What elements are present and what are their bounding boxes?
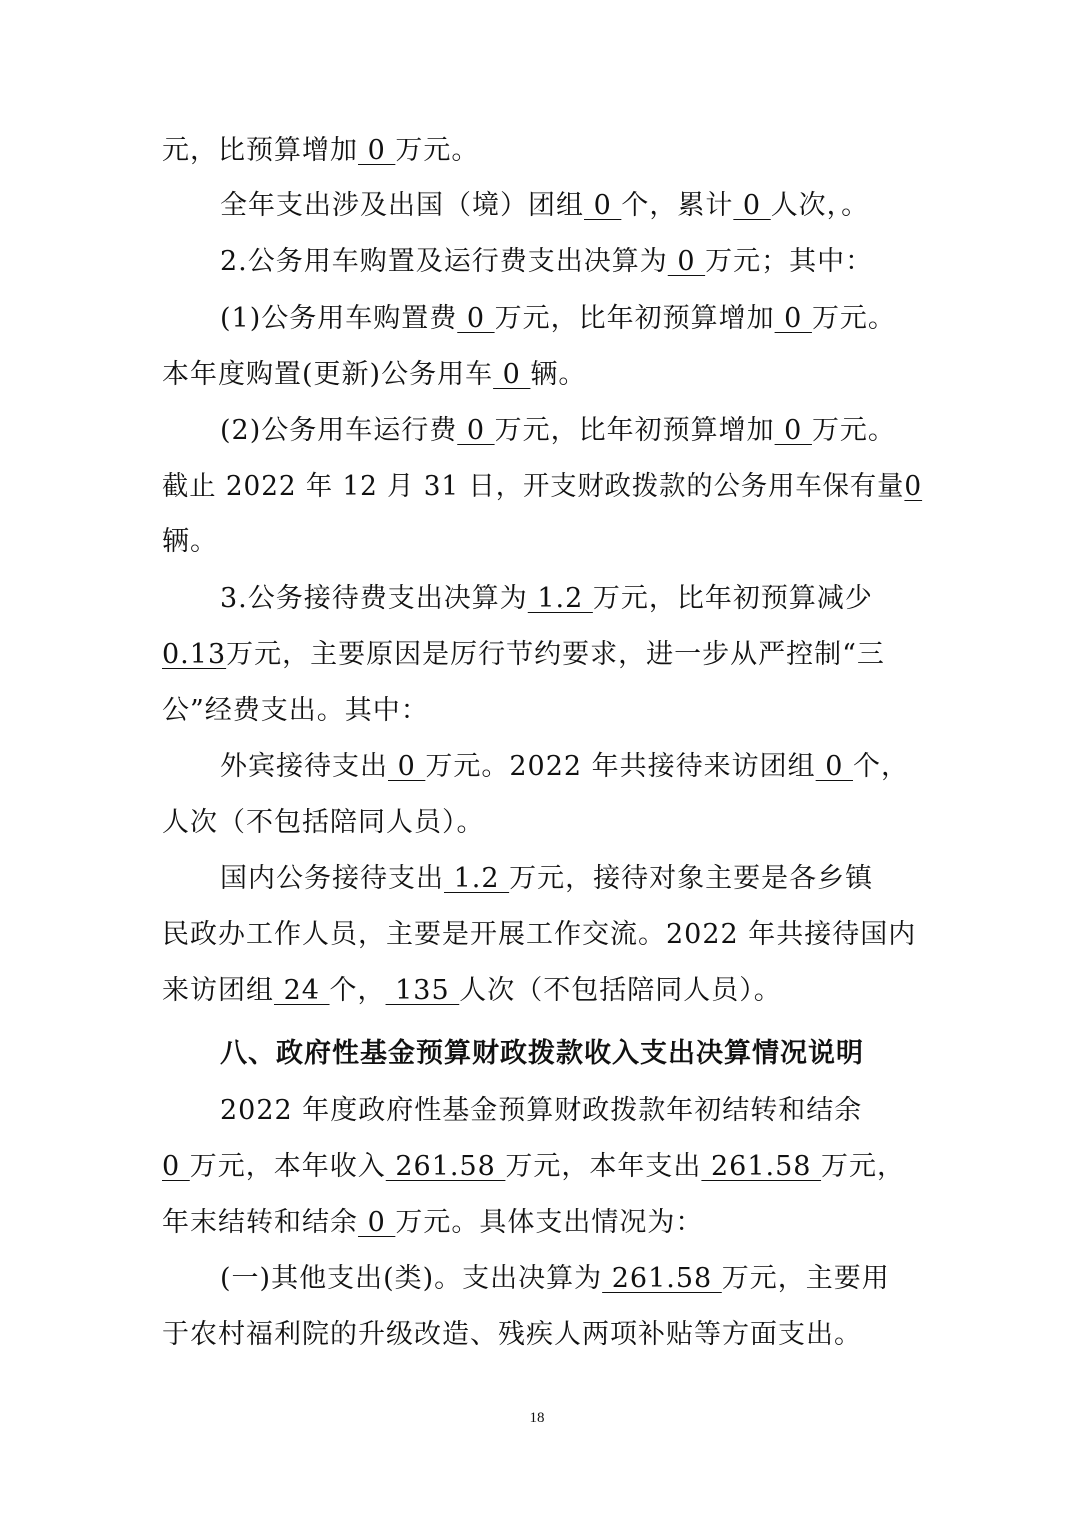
paragraph-line: (1)公务用车购置费 0 万元，比年初预算增加 0 万元。	[220, 303, 896, 334]
paragraph-line: 来访团组 24 个， 135 人次（不包括陪同人员）。	[162, 975, 782, 1006]
paragraph-line: 0 万元，本年收入 261.58 万元，本年支出 261.58 万元，	[162, 1151, 906, 1182]
paragraph-line: 本年度购置(更新)公务用车 0 辆。	[162, 359, 587, 390]
paragraph-line: 截止 2022 年 12 月 31 日，开支财政拨款的公务用车保有量0	[162, 471, 923, 502]
paragraph-line: 于农村福利院的升级改造、残疾人两项补贴等方面支出。	[162, 1319, 862, 1350]
paragraph-line: 国内公务接待支出 1.2 万元，接待对象主要是各乡镇	[220, 863, 874, 894]
paragraph-line: 外宾接待支出 0 万元。2022 年共接待来访团组 0 个，	[220, 751, 909, 782]
paragraph-line: (2)公务用车运行费 0 万元，比年初预算增加 0 万元。	[220, 415, 896, 446]
paragraph-line: 全年支出涉及出国（境）团组 0 个，累计 0 人次，。	[220, 190, 870, 221]
paragraph-line: 民政办工作人员，主要是开展工作交流。2022 年共接待国内	[162, 919, 917, 950]
section-heading: 八、政府性基金预算财政拨款收入支出决算情况说明	[220, 1038, 864, 1069]
paragraph-line: 3.公务接待费支出决算为 1.2 万元，比年初预算减少	[220, 583, 873, 614]
paragraph-line: (一)其他支出(类)。支出决算为 261.58 万元，主要用	[220, 1263, 890, 1294]
paragraph-line: 人次（不包括陪同人员）。	[162, 807, 485, 838]
paragraph-line: 年末结转和结余 0 万元。具体支出情况为：	[162, 1207, 704, 1238]
paragraph-line: 2.公务用车购置及运行费支出决算为 0 万元；其中：	[220, 246, 874, 277]
paragraph-line: 辆。	[162, 526, 218, 557]
paragraph-line: 0.13万元，主要原因是厉行节约要求，进一步从严控制“三	[162, 639, 885, 670]
paragraph-line: 2022 年度政府性基金预算财政拨款年初结转和结余	[220, 1095, 863, 1126]
paragraph-line: 公”经费支出。其中：	[162, 695, 429, 726]
paragraph-line: 元，比预算增加 0 万元。	[162, 135, 480, 166]
page-number: 18	[529, 1410, 545, 1426]
